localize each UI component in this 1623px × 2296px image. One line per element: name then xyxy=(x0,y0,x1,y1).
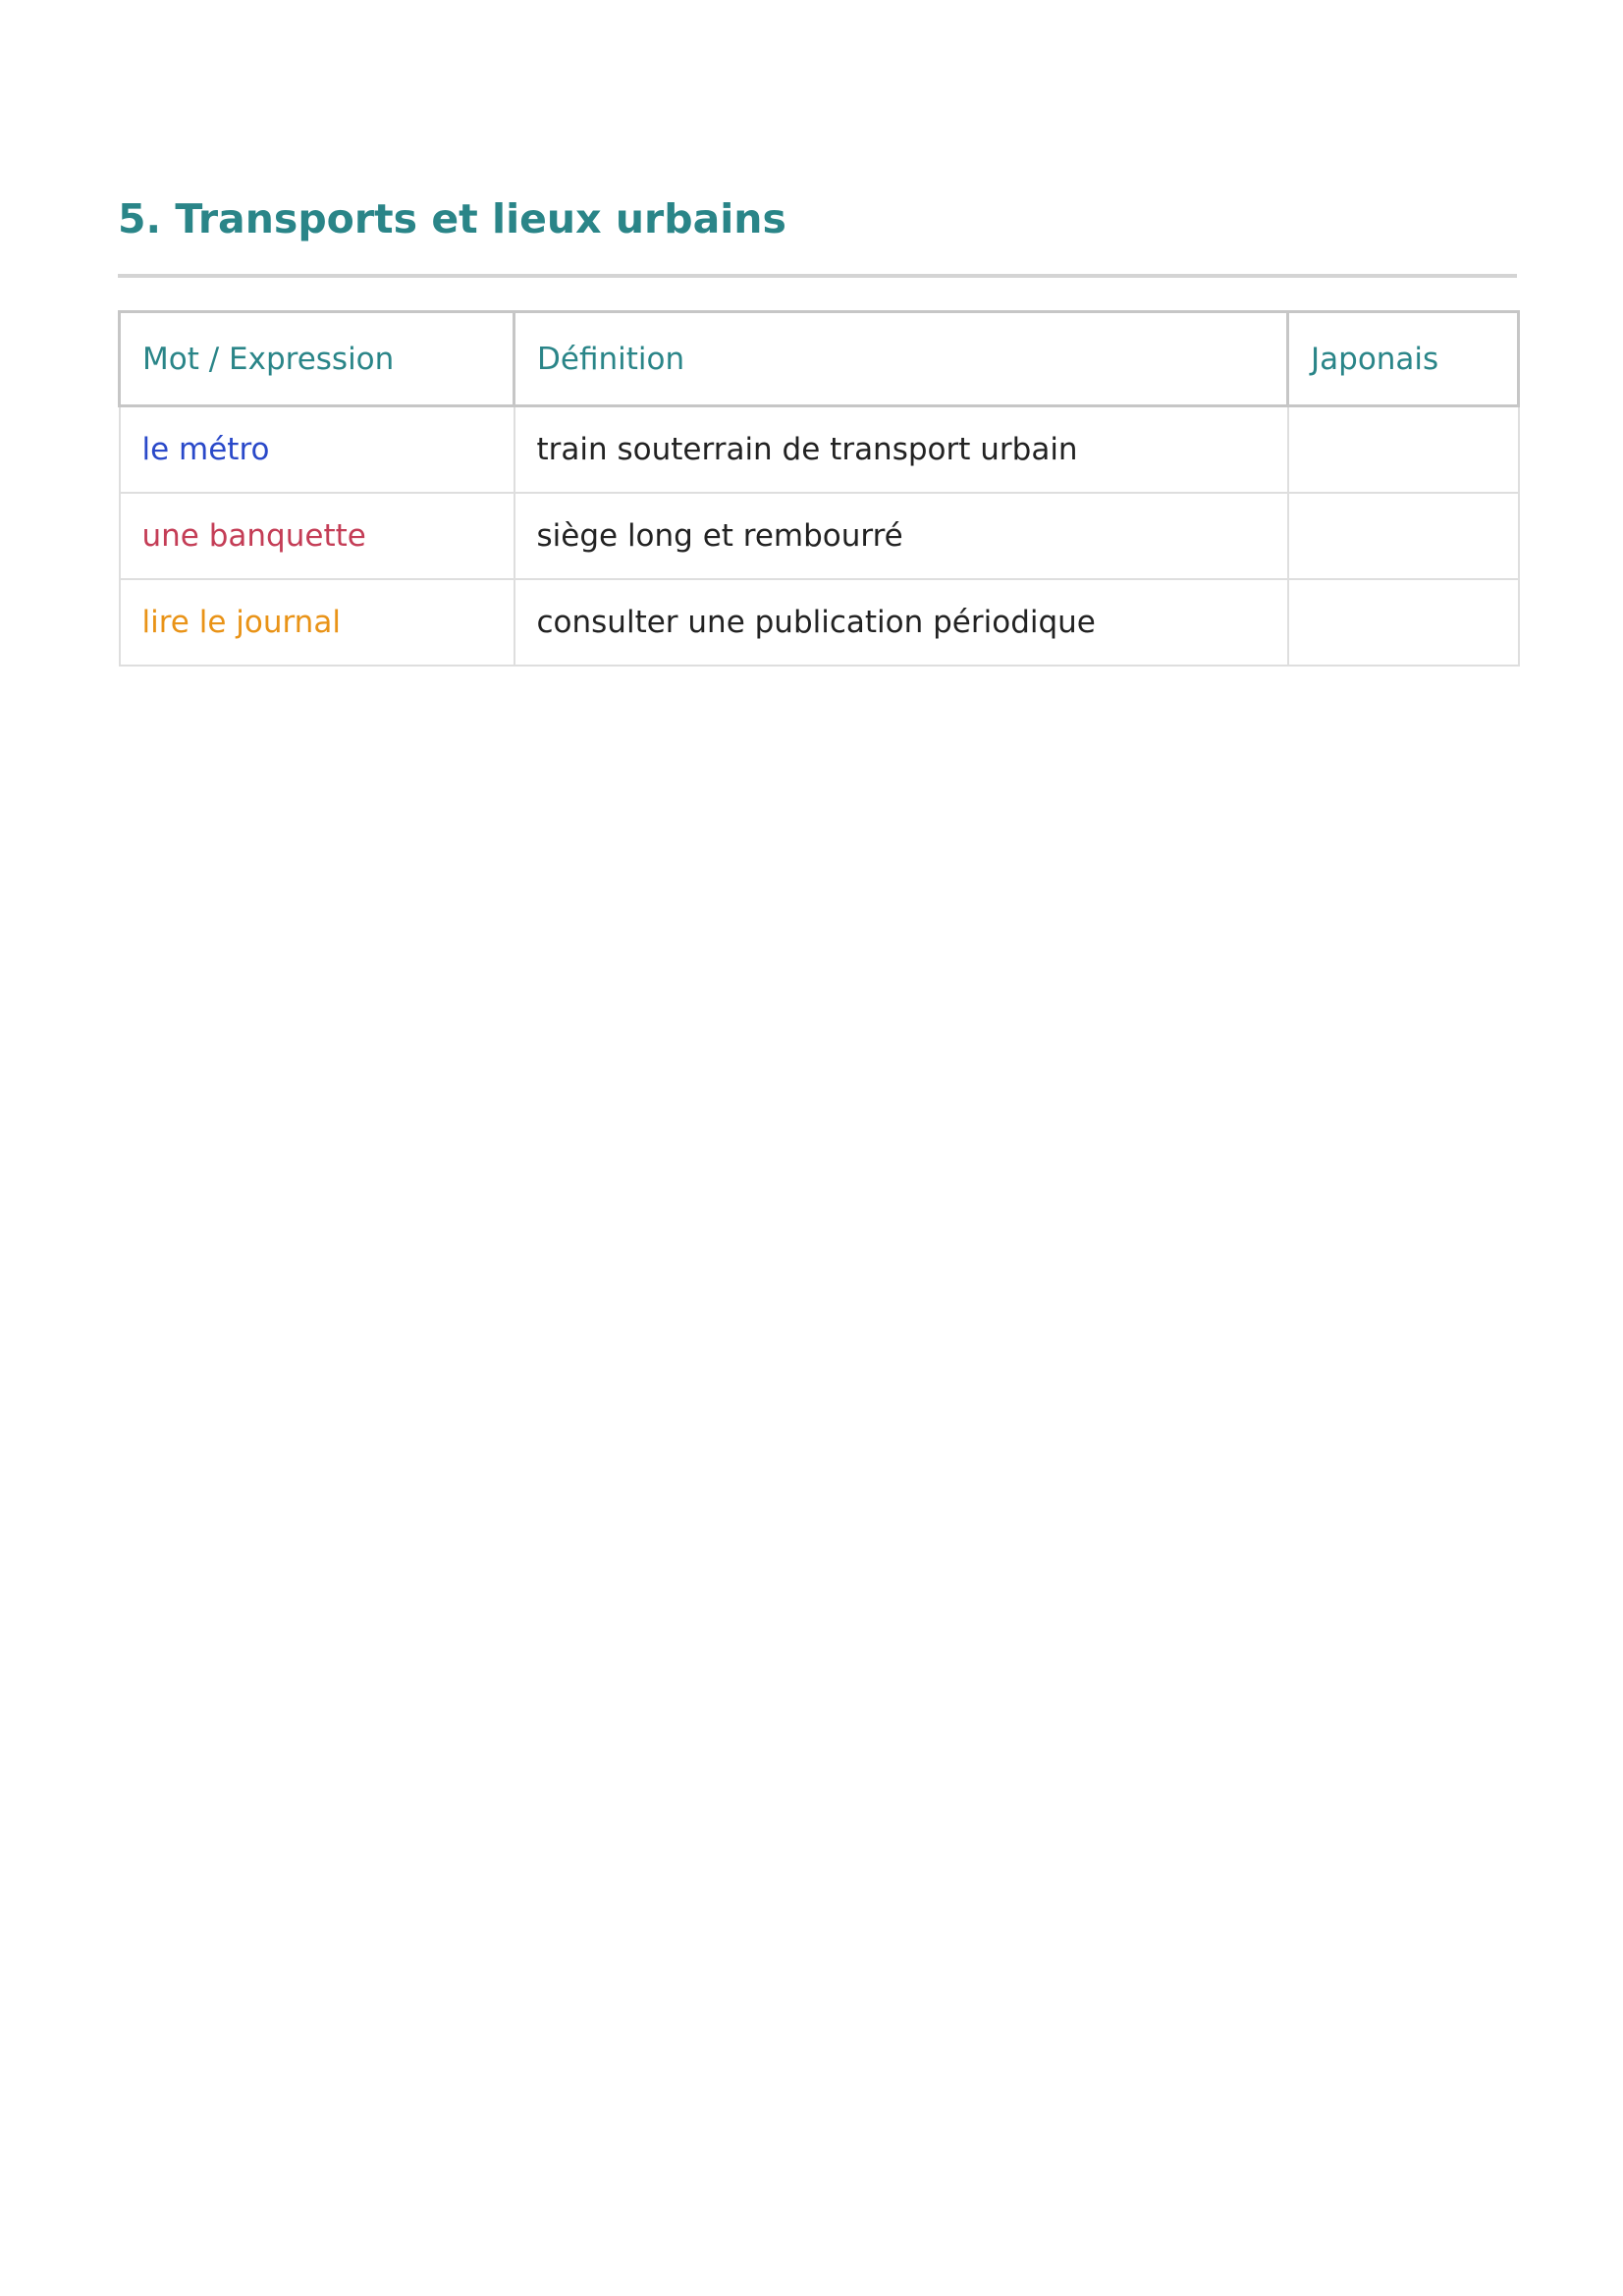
definition-cell: train souterrain de transport urbain xyxy=(514,406,1288,493)
table-row xyxy=(120,493,1519,579)
column-header-term: Mot / Expression xyxy=(120,312,514,406)
term-cell: le métro xyxy=(120,406,514,493)
japanese-cell xyxy=(1288,406,1519,493)
column-header-definition: Définition xyxy=(514,312,1288,406)
japanese-cell xyxy=(1288,493,1519,579)
japanese-cell xyxy=(1288,579,1519,666)
section-title: 5. Transports et lieux urbains xyxy=(118,195,786,242)
term-cell: une banquette xyxy=(120,493,514,579)
table-row xyxy=(120,406,1519,493)
column-header-japanese: Japonais xyxy=(1288,312,1519,406)
term-cell: lire le journal xyxy=(120,579,514,666)
definition-cell: consulter une publication périodique xyxy=(514,579,1288,666)
definition-cell: siège long et rembourré xyxy=(514,493,1288,579)
table-row xyxy=(120,579,1519,666)
vocabulary-table xyxy=(118,310,1520,667)
title-divider xyxy=(118,274,1517,278)
table-header-row xyxy=(120,312,1519,406)
